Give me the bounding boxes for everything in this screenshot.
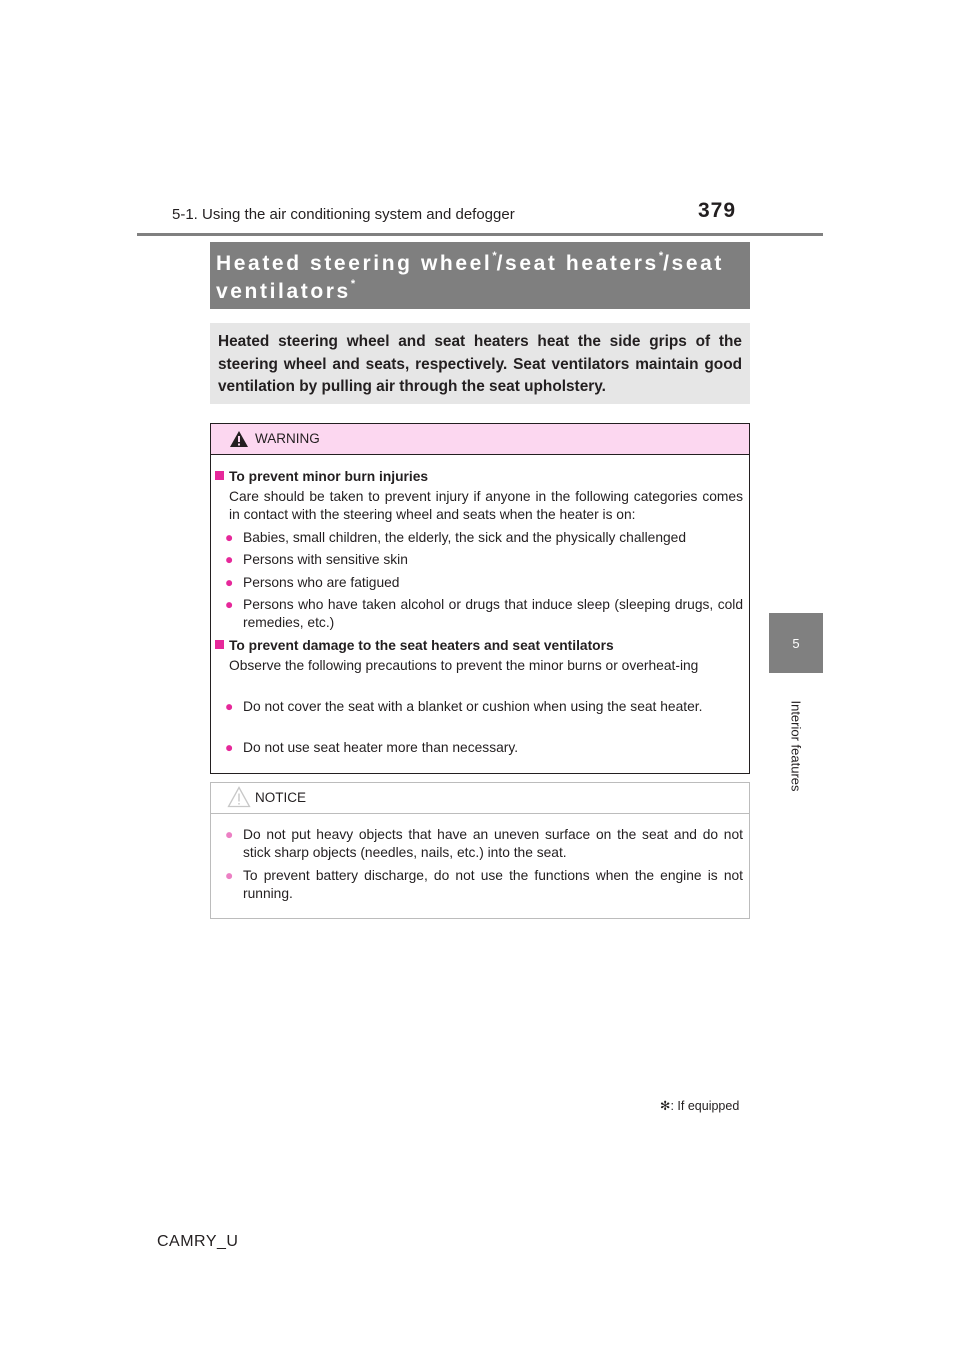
title-text: ventilators	[216, 280, 351, 303]
chapter-number: 5	[792, 635, 800, 651]
bullet-icon: ●	[225, 868, 234, 883]
list-item	[225, 596, 743, 631]
list-text: Babies, small children, the elderly, the sick and the physically challenged	[243, 530, 687, 545]
warning-heading-2	[215, 637, 743, 655]
list-item	[225, 739, 743, 757]
chapter-title: Interior features	[788, 700, 804, 792]
title-text: /seat	[663, 252, 724, 275]
notice-box	[210, 782, 750, 919]
warning-text-2	[229, 657, 743, 675]
list-item	[225, 529, 743, 547]
list-text: Do not cover the seat with a blanket or cushion when using the seat heater.	[243, 699, 703, 714]
bullet-icon: ●	[225, 552, 234, 567]
notice-header	[211, 783, 749, 814]
square-bullet-icon	[215, 471, 224, 480]
title-line-1	[216, 252, 724, 276]
section-header: 5-1. Using the air conditioning system and defogger	[172, 206, 515, 223]
chapter-title-vertical	[769, 676, 823, 816]
bullet-icon: ●	[225, 699, 234, 714]
warning-triangle-icon	[229, 430, 249, 448]
document-code: CAMRY_U	[157, 1233, 239, 1250]
title-line-2	[216, 280, 355, 304]
if-equipped-mark: *	[350, 278, 356, 290]
bullet-icon: ●	[225, 827, 234, 842]
title-text: /seat heaters	[496, 252, 659, 275]
list-item	[225, 698, 743, 716]
chapter-tab	[769, 613, 823, 673]
bullet-icon: ●	[225, 740, 234, 755]
bullet-icon: ●	[225, 530, 234, 545]
list-text: Persons who are fatigued	[243, 575, 400, 590]
notice-triangle-icon	[227, 786, 251, 808]
warning-label: WARNING	[255, 431, 320, 446]
list-item	[225, 867, 743, 902]
bullet-icon: ●	[225, 597, 234, 612]
list-item	[225, 551, 743, 569]
notice-label: NOTICE	[255, 790, 307, 805]
list-item	[225, 574, 743, 592]
intro-box	[210, 323, 750, 404]
if-equipped-mark: *	[492, 250, 497, 262]
warning-text-1	[229, 488, 743, 523]
list-text: To prevent battery discharge, do not use the functions when the engine is not running.	[243, 868, 743, 901]
header-rule	[137, 233, 823, 236]
intro-text: Heated steering wheel and seat heaters heat the side grips of the steering wheel and seats, respectively. Seat ventilators maintain good ventilation by pulling air through the seat upholstery.	[218, 333, 742, 395]
if-equipped-mark: *	[658, 250, 664, 262]
list-text: Do not put heavy objects that have an uneven surface on the seat and do not stick sharp objects (needles, nails, etc.) into the seat.	[243, 827, 743, 860]
page-number: 379	[698, 199, 737, 222]
square-bullet-icon	[215, 640, 224, 649]
warning-heading-1	[215, 468, 743, 486]
title-text: Heated steering wheel	[216, 252, 493, 275]
heading-text: To prevent minor burn injuries	[229, 469, 429, 484]
list-item	[225, 826, 743, 861]
list-text: Persons with sensitive skin	[243, 552, 408, 567]
list-text: Persons who have taken alcohol or drugs that induce sleep (sleeping drugs, cold remedies, etc.)	[243, 597, 743, 630]
list-text: Do not use seat heater more than necessary.	[243, 740, 519, 755]
body-text: Observe the following precautions to prevent the minor burns or overheat-ing	[229, 658, 699, 673]
if-equipped-footnote: ✻: If equipped	[660, 1099, 740, 1113]
warning-header	[211, 424, 749, 455]
warning-box	[210, 423, 750, 774]
page-title	[210, 242, 750, 309]
bullet-icon: ●	[225, 575, 234, 590]
body-text: Care should be taken to prevent injury if anyone in the following categories comes in contact with the steering wheel and seats when the heater is on:	[229, 489, 743, 522]
heading-text: To prevent damage to the seat heaters and seat ventilators	[229, 638, 614, 653]
